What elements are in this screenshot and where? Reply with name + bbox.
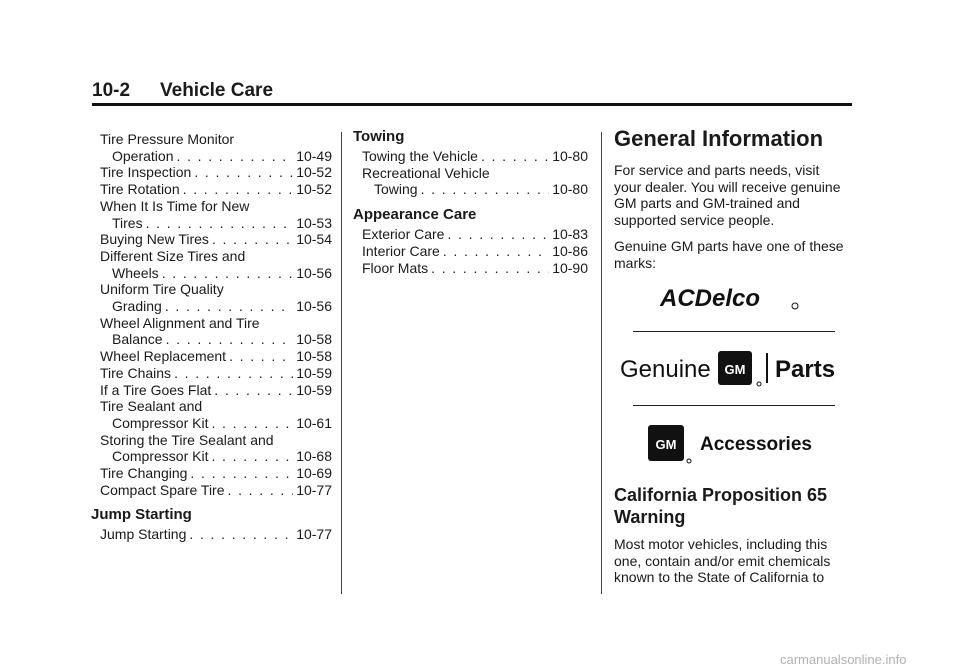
toc-entry[interactable] <box>100 365 332 382</box>
toc-column-1 <box>91 131 332 543</box>
accessories-text: Accessories <box>700 434 812 455</box>
toc-entry[interactable] <box>100 181 332 198</box>
toc-entry[interactable] <box>100 482 332 499</box>
toc-entry-title: Exterior Care <box>362 226 445 243</box>
toc-entry[interactable] <box>100 382 332 399</box>
toc-entry-title: Tire Rotation <box>100 181 180 198</box>
toc-entry-page: 10-77 <box>296 526 332 543</box>
parts-text: Parts <box>775 356 836 383</box>
toc-entry-title: Different Size Tires and <box>100 247 246 264</box>
toc-entry-title: Tire Inspection <box>100 164 192 181</box>
toc-leader-dots <box>447 226 549 243</box>
toc-entry-page: 10-54 <box>296 231 332 248</box>
toc-entry-page: 10-83 <box>552 226 588 243</box>
toc-leader-dots <box>229 348 293 365</box>
toc-leader-dots <box>166 331 294 348</box>
toc-entry-title: Floor Mats <box>362 259 429 276</box>
toc-leader-dots <box>214 382 293 399</box>
toc-entry-title: Towing the Vehicle <box>362 148 478 164</box>
toc-entry-page: 10-53 <box>296 214 332 231</box>
gm-accessories-logo <box>648 423 828 468</box>
toc-entry-title: Operation <box>112 147 174 164</box>
toc-entry-page: 10-69 <box>296 465 332 482</box>
toc-entry-page: 10-49 <box>296 147 332 164</box>
toc-leader-dots <box>146 215 294 232</box>
toc-entry[interactable] <box>100 465 332 482</box>
toc-entry-title: Compact Spare Tire <box>100 481 225 498</box>
service-parts-paragraph: For service and parts needs, visit your dealer. You will receive genuine GM parts and GM-trained and supported service people. <box>614 162 841 228</box>
toc-entry-title: Balance <box>112 331 163 348</box>
toc-entry-page: 10-68 <box>296 448 332 465</box>
page-header <box>92 80 852 106</box>
toc-entry[interactable] <box>353 243 588 260</box>
toc-entry-title: Jump Starting <box>100 526 187 543</box>
toc-entry[interactable] <box>100 432 332 465</box>
toc-entry-page: 10-80 <box>552 181 588 198</box>
toc-entry-page: 10-56 <box>296 264 332 281</box>
toc-leader-dots <box>189 526 293 543</box>
section-title: Vehicle Care <box>160 80 274 101</box>
toc-entry[interactable] <box>100 248 332 281</box>
toc-entry-title: If a Tire Goes Flat <box>100 381 212 398</box>
toc-entry-title: When It Is Time for New <box>100 197 250 214</box>
toc-entry[interactable] <box>353 260 588 277</box>
toc-entry-page: 10-90 <box>552 259 588 276</box>
toc-entry[interactable] <box>100 398 332 431</box>
header-rule <box>92 103 852 106</box>
toc-leader-dots <box>190 465 293 482</box>
toc-leader-dots <box>443 243 549 260</box>
general-information-heading: General Information <box>614 126 824 151</box>
toc-entry[interactable] <box>100 315 332 348</box>
toc-entry[interactable] <box>353 165 588 198</box>
toc-leader-dots <box>194 164 293 181</box>
acdelco-logo <box>660 284 810 314</box>
toc-leader-dots <box>162 265 294 282</box>
toc-entry-page: 10-59 <box>296 364 332 381</box>
column-divider-2 <box>601 132 602 594</box>
toc-entry[interactable] <box>100 526 332 543</box>
toc-entry-title: Tire Pressure Monitor <box>100 131 235 147</box>
toc-entry[interactable] <box>100 281 332 314</box>
genuine-text: Genuine <box>620 356 711 383</box>
gm-badge-text: GM <box>724 362 746 377</box>
toc-leader-dots <box>183 181 294 198</box>
toc-entry-page: 10-58 <box>296 348 332 365</box>
toc-entry[interactable] <box>100 164 332 181</box>
toc-leader-dots <box>431 260 549 277</box>
toc-entry-page: 10-58 <box>296 331 332 348</box>
toc-entry-title: Buying New Tires <box>100 231 209 248</box>
toc-entry-title: Interior Care <box>362 242 440 259</box>
toc-leader-dots <box>228 482 294 499</box>
watermark: carmanualsonline.info <box>780 652 907 667</box>
toc-leader-dots <box>211 415 293 432</box>
toc-leader-dots <box>211 448 293 465</box>
toc-entry[interactable] <box>100 198 332 231</box>
toc-column-2 <box>353 128 588 276</box>
toc-leader-dots <box>165 298 293 315</box>
marks-paragraph: Genuine GM parts have one of these marks: <box>614 238 844 271</box>
toc-entry-title: Uniform Tire Quality <box>100 281 224 298</box>
jump-starting-heading: Jump Starting <box>91 506 192 524</box>
acdelco-logo-text: ACDelco <box>660 285 761 312</box>
toc-entry-page: 10-56 <box>296 298 332 315</box>
toc-entry-title: Tire Sealant and <box>100 398 203 415</box>
toc-entry-page: 10-77 <box>296 481 332 498</box>
toc-entry-title: Compressor Kit <box>112 448 209 465</box>
california-paragraph: Most motor vehicles, including this one, contain and/or emit chemicals known to the State of California to <box>614 536 831 585</box>
toc-entry[interactable] <box>100 231 332 248</box>
logo-separator <box>766 353 768 383</box>
toc-leader-dots <box>176 148 293 165</box>
toc-leader-dots <box>421 181 550 198</box>
toc-entry-title: Wheels <box>112 264 159 281</box>
toc-entry-page: 10-86 <box>552 242 588 259</box>
gm-accessories-badge-text: GM <box>655 437 677 452</box>
towing-heading: Towing <box>353 128 405 145</box>
toc-entry[interactable] <box>100 131 332 164</box>
toc-entry-title: Tires <box>112 214 143 231</box>
toc-entry-title: Towing <box>374 181 418 198</box>
toc-entry-title: Recreational Vehicle <box>362 164 490 181</box>
toc-leader-dots <box>481 148 549 165</box>
california-section <box>614 484 844 586</box>
toc-leader-dots <box>212 231 293 248</box>
page-number: 10-2 <box>92 80 131 101</box>
toc-entry-page: 10-61 <box>296 414 332 431</box>
toc-entry-page: 10-59 <box>296 381 332 398</box>
column-divider-1 <box>341 132 342 594</box>
logo-divider-2 <box>633 405 835 406</box>
toc-entry-page: 10-52 <box>296 181 332 198</box>
toc-entry-title: Storing the Tire Sealant and <box>100 431 274 448</box>
appearance-care-heading: Appearance Care <box>353 206 477 224</box>
toc-entry-title: Compressor Kit <box>112 414 209 431</box>
toc-entry-title: Grading <box>112 298 162 315</box>
toc-entry-title: Wheel Alignment and Tire <box>100 314 260 331</box>
toc-entry-page: 10-52 <box>296 164 332 181</box>
toc-entry-title: Tire Chains <box>100 364 172 381</box>
toc-leader-dots <box>174 365 293 382</box>
toc-entry-title: Wheel Replacement <box>100 348 227 365</box>
logo-divider-1 <box>633 331 835 332</box>
genuine-gm-parts-logo <box>620 345 845 390</box>
toc-entry[interactable] <box>100 348 332 365</box>
general-info-column <box>614 126 844 271</box>
toc-entry-title: Tire Changing <box>100 465 188 482</box>
toc-entry[interactable] <box>353 226 588 243</box>
toc-entry-page: 10-80 <box>552 148 588 164</box>
california-heading: California Proposition 65 Warning <box>614 485 828 527</box>
toc-entry[interactable] <box>353 148 588 165</box>
